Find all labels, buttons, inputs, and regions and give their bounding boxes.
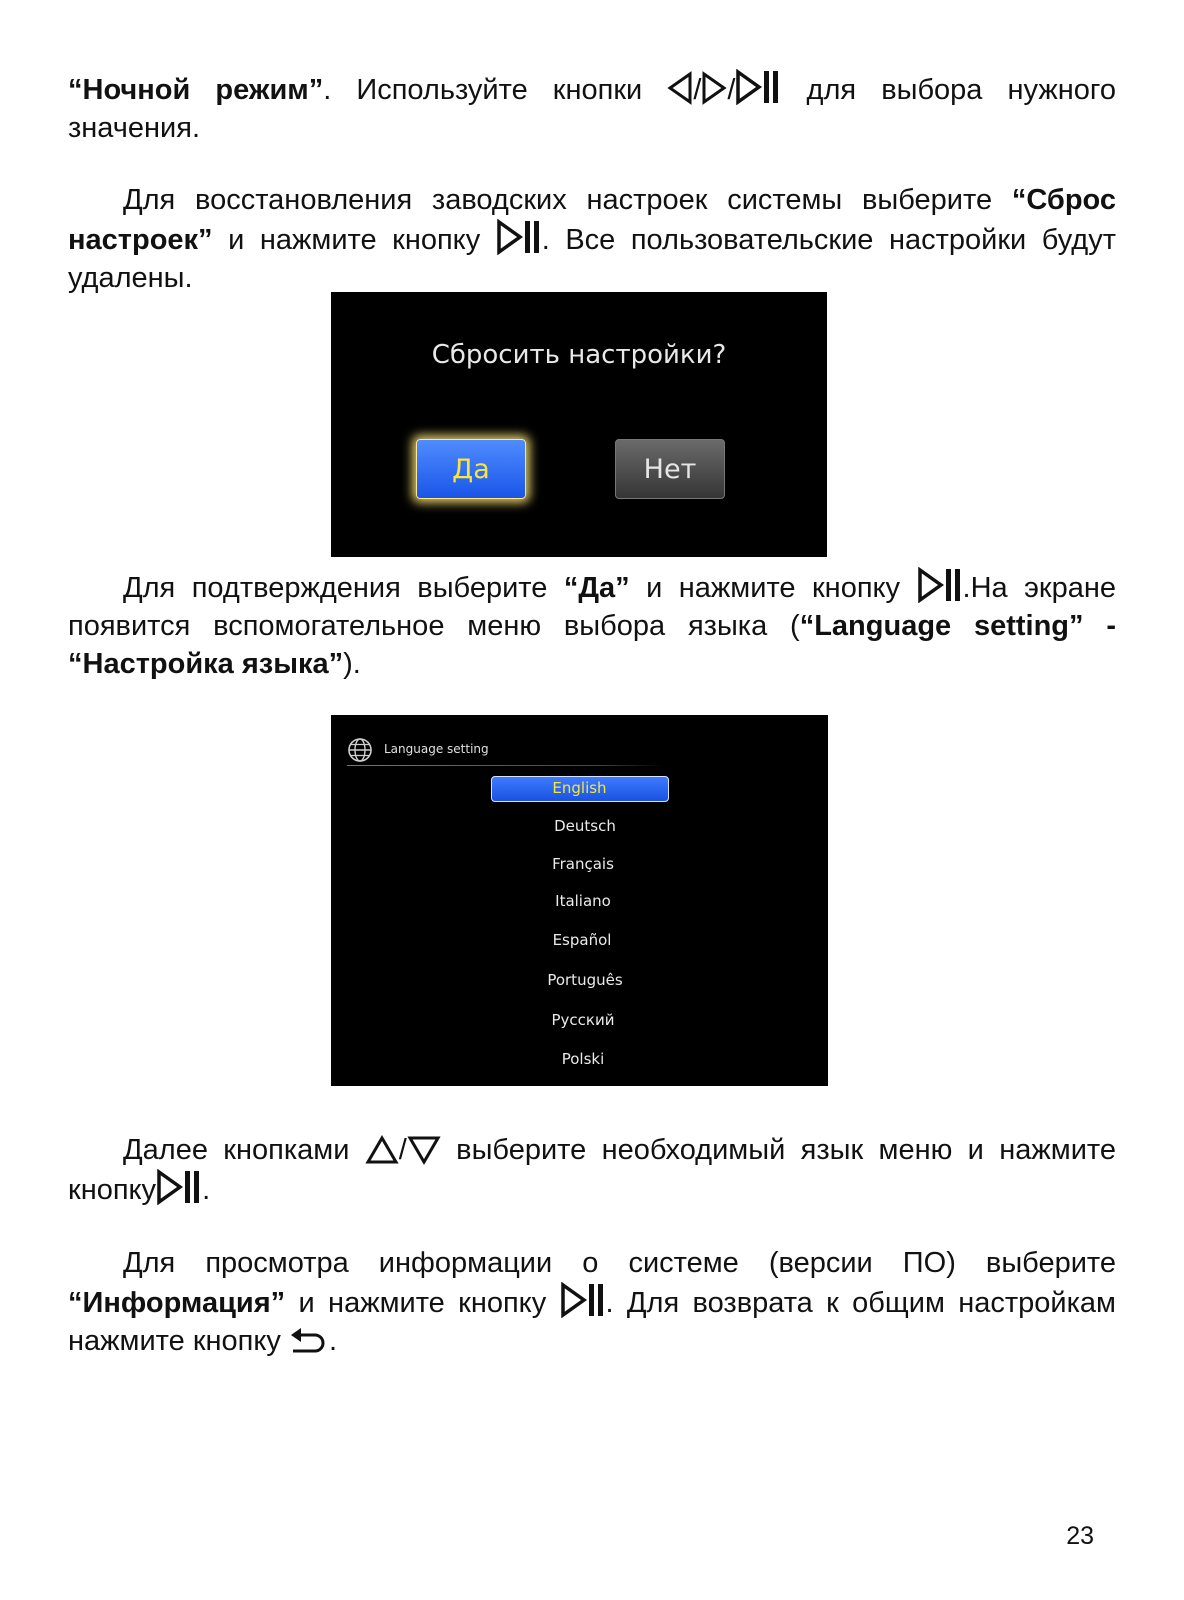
up-arrow-icon	[365, 1135, 399, 1165]
return-icon	[289, 1326, 329, 1356]
language-option-portugues[interactable]: Português	[547, 971, 623, 989]
language-setting-screenshot	[331, 715, 828, 1086]
globe-icon	[347, 737, 373, 763]
title-divider	[347, 765, 663, 766]
paragraph-information: Для просмотра информации о системе (версии ПО) выберите “Информация” и нажмите кнопку . Для возврата к общим настройкам нажмите кнопку .	[68, 1247, 1116, 1357]
right-arrow-icon	[701, 71, 727, 105]
no-button[interactable]: Нет	[615, 439, 725, 499]
play-pause-icon	[560, 1282, 606, 1318]
page-number: 23	[1066, 1522, 1094, 1550]
language-option-english[interactable]: English	[552, 779, 607, 797]
paragraph-reset: Для восстановления заводских настроек системы выберите “Сброс настроек” и нажмите кнопку . Все пользовательские настройки будут удалены.	[68, 184, 1116, 294]
reset-settings-term: “Сброс настроек”	[68, 184, 1116, 256]
down-arrow-icon	[407, 1135, 441, 1165]
language-option-polski[interactable]: Polski	[561, 1050, 605, 1068]
yes-term: “Да”	[563, 572, 630, 604]
language-option-italiano[interactable]: Italiano	[555, 892, 611, 910]
information-term: “Информация”	[68, 1287, 286, 1319]
language-option-espanol[interactable]: Español	[552, 931, 612, 949]
play-pause-icon	[156, 1169, 202, 1205]
language-option-deutsch[interactable]: Deutsch	[554, 817, 616, 835]
language-option-russian[interactable]: Русский	[551, 1011, 615, 1029]
reset-question: Сбросить настройки?	[431, 340, 727, 370]
paragraph-select-language: Далее кнопками / выберите необходимый язык меню и нажмите кнопку .	[68, 1134, 1116, 1206]
paragraph-confirm: Для подтверждения выберите “Да” и нажмите кнопку .На экране появится вспомогательное меню выбора языка (“Language setting” - “Настройка языка”).	[68, 567, 1116, 683]
night-mode-term: “Ночной режим”	[68, 74, 324, 106]
play-pause-icon	[735, 69, 781, 105]
language-option-francais[interactable]: Français	[552, 855, 614, 873]
yes-button[interactable]: Да	[416, 439, 526, 499]
play-pause-icon	[496, 219, 542, 255]
reset-dialog-screenshot	[331, 292, 827, 557]
left-arrow-icon	[667, 71, 693, 105]
paragraph-night-mode: “Ночной режим”. Используйте кнопки / / для выбора нужного значения.	[68, 69, 1116, 147]
language-setting-term: “Language setting” - “Настройка языка”	[68, 610, 1116, 680]
play-pause-icon	[917, 567, 963, 603]
language-screen-title: Language setting	[384, 742, 489, 756]
